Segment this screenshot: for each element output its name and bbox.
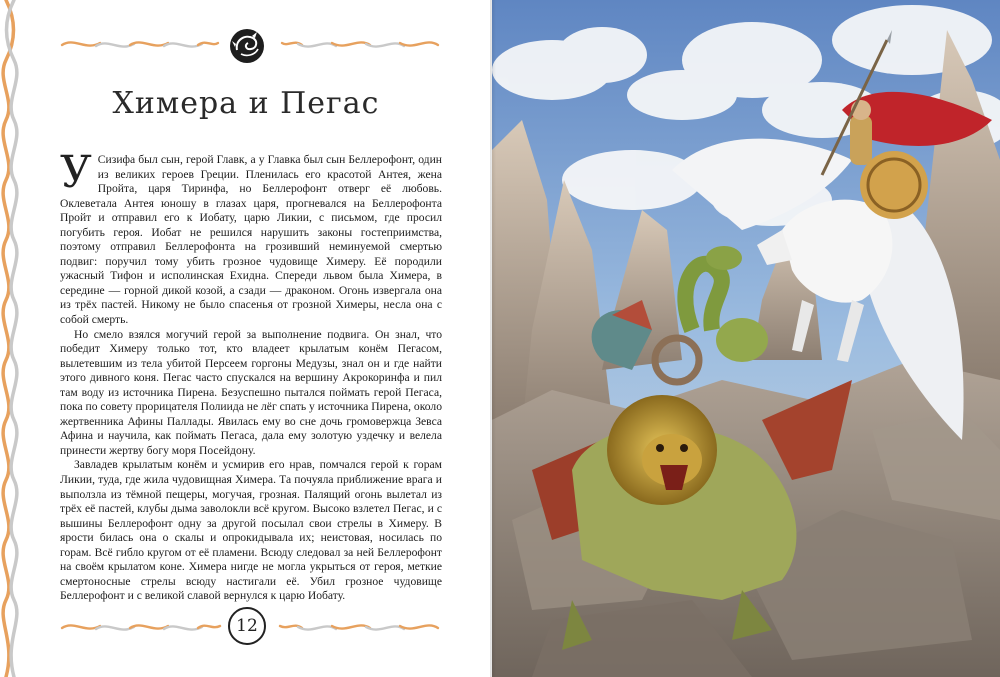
illustration-page <box>492 0 1000 677</box>
paragraph-1-text: Сизифа был сын, герой Главк, а у Главка был сын Беллерофонт, один из великих героев Греции. Пленилась его красотой Антея, жена Пройта, царя Тиринфа, но Беллерофонт отверг её любовь. Оклеветала Антея юношу в глазах царя, прогневался на Беллерофонта Пройт и отправил его к Иобату, царю Ликии, с письмом, где просил погубить героя. Иобат не решился нарушить законы гостеприимства, поэтому отправил Беллерофонта на грозивший неминуемой смертью подвиг: поручил тому убить грозное чудовище Химеру. Её породили ужасный Тифон и исполинская Ехидна. Спереди львом была Химера, в середине — горной дикой козой, а сзади — драконом. Огонь извергала она из трёх пастей. Никому не было спасенья от грозной Химеры, несла она с собой смерть. <box>60 153 442 327</box>
paragraph-3: Завладев крылатым конём и усмирив его нрав, помчался герой к горам Ликии, туда, где жила чудовищная Химера. Та почуяла приближение врага и выползла из тёмной пещеры, могучая, грозная. Палящий огонь вылетал из трёх её пастей, клубы дыма заволокли всё кругом. Высоко взлетел Пегас, и с вышины Беллерофонт одну за другой посылал свои стрелы в Химеру. В ярости билась она о скалы и опрокидывала их; неистовая, носилась по горам. Всё гибло кругом от её пламени. Всюду следовал за ней Беллерофонт на своём крылатом коне. Химера нигде не могла укрыться от героя, меткие смертоносные стрелы всюду настигали её. Убил грозное чудовище Беллерофонт и с великой славой вернулся к царю Иобату. <box>60 458 442 603</box>
left-page <box>0 0 492 677</box>
paragraph-1 <box>60 147 442 328</box>
chimera-pegasus-illustration <box>492 0 1000 677</box>
page-title: Химера и Пегас <box>112 86 380 121</box>
drop-cap: У <box>60 147 92 198</box>
paragraph-2: Но смело взялся могучий герой за выполнение подвига. Он знал, что победит Химеру только тот, кто владеет крылатым конём Пегасом, вылетевшим из тела убитой Персеем горгоны Медузы, знал он и где найти этого дивного коня. Пегас часто спускался на вершину Акрокоринфа и пил там воду из источника Пирена. Безуспешно пытался поймать герой Пегаса, пока по совету прорицателя Полиида не лёг спать у источника Пирена, около жертвенника Афины Паллады. Явилась ему во сне дочь громовержца Зевса Афина и научила, как поймать Пегаса, дала ему золотую уздечку и велела принести жертву богу моря Посейдону. <box>60 327 442 457</box>
page-number: 12 <box>228 607 266 645</box>
dragon-emblem-icon <box>227 26 267 66</box>
story-text <box>60 147 442 604</box>
page-gutter-shadow <box>490 0 496 677</box>
